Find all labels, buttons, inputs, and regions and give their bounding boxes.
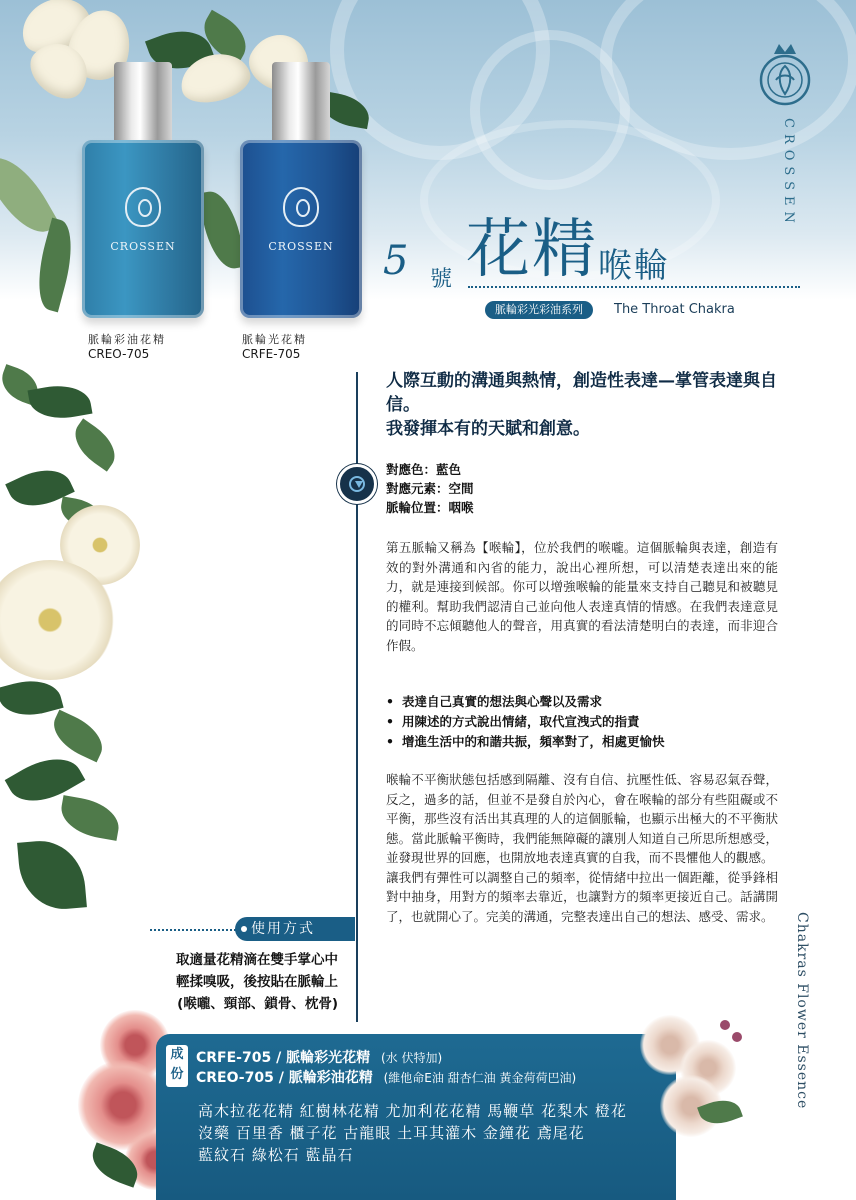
bottle-label-name: 脈輪光花精	[242, 333, 307, 346]
bottle-label-name: 脈輪彩油花精	[88, 333, 166, 346]
berry-icon	[732, 1032, 742, 1042]
bottle-label-creo	[88, 333, 166, 361]
ingredient-note: (維他命E油 甜杏仁油 黃金荷荷巴油)	[383, 1071, 577, 1085]
leaf-decoration	[46, 710, 110, 763]
ingredient-code: CREO-705	[196, 1070, 274, 1086]
list-item: • 表達自己真實的想法與心聲以及需求	[386, 692, 665, 712]
leaf-decoration	[17, 837, 87, 912]
bottle-label-code: CRFE-705	[242, 347, 301, 361]
benefits-list	[386, 692, 665, 752]
bottle-body	[240, 140, 362, 318]
property-element: 對應元素：空間	[386, 481, 474, 496]
leaf-decoration	[0, 673, 64, 723]
page-title: 花精	[466, 213, 598, 287]
ingredient-line	[196, 1047, 442, 1067]
property-color: 對應色：藍色	[386, 462, 462, 477]
bottle-cap	[114, 62, 172, 142]
flower-essence-list: 高木拉花花精 紅樹林花精 尤加利花花精 馬鞭草 花梨木 橙花 沒藥 百里香 櫃子花 古龍眼 土耳其灌木 金鐘花 鳶尾花 藍紋石 綠松石 藍晶石	[198, 1102, 627, 1164]
description-paragraph: 第五脈輪又稱為【喉輪】，位於我們的喉嚨。這個脈輪與表達，創造有效的對外溝通和內省的能力，說出心裡所想，可以清楚表達出來的能力，就是連接到候部。你可以增強喉輪的能量來支持自己聽見和被聽見的權利。幫助我們認清自己並向他人表達真情的情感。在我們表達意見的同時不忘傾聽他人的聲音，用真實的看法清楚明白的表達，而非迎合作假。	[386, 540, 778, 653]
ingredient-line	[196, 1067, 576, 1087]
bottle-brand: CROSSEN	[268, 240, 334, 253]
ingredient-name: / 脈輪彩油花精	[278, 1070, 373, 1086]
title-hao: 號	[430, 267, 453, 292]
brand-vertical-text: CROSSEN	[781, 118, 796, 229]
side-brand-text: Chakras Flower Essence	[794, 912, 810, 1110]
ingredient-code: CRFE-705	[196, 1050, 272, 1066]
bottle-brand: CROSSEN	[110, 240, 176, 253]
ingredient-note: (水 伏特加)	[380, 1051, 443, 1065]
crossen-emblem-icon	[756, 40, 814, 110]
imbalance-paragraph: 喉輪不平衡狀態包括感到隔離、沒有自信、抗壓性低、容易忍氣吞聲，反之，過多的話，但並不是發自於內心，會在喉輪的部分有些阻礙或不平衡，那些沒有活出其真理的人的這個脈輪，也顯示出極大的不平衡狀態。當此脈輪平衡時，我們能無障礙的讓別人知道自己所思所想感受，並發現世界的回應，也開放地表達真實的自我，而不畏懼他人的觀感。 讓我們有彈性可以調整自己的頻率，從情緒中拉出一個距離，從爭鋒相對中抽身，用對方的頻率去靠近，也讓對方的頻率更接近自己。話講開了，也就開心了。完美的溝通，完整表達出自己的想法、感受、需求。	[386, 772, 778, 924]
usage-badge: 使用方式	[235, 917, 355, 941]
list-item: • 用陳述的方式說出情緒，取代宣洩式的指責	[386, 712, 665, 732]
series-badge: 脈輪彩光彩油系列	[485, 301, 593, 319]
title-divider	[468, 286, 800, 288]
list-item: • 增進生活中的和諧共振，頻率對了，相處更愉快	[386, 732, 665, 752]
usage-divider	[150, 929, 240, 931]
bottle-label-code: CREO-705	[88, 347, 150, 361]
ingredients-badge: 成 份	[166, 1045, 188, 1087]
title-number: 5	[383, 238, 409, 284]
throat-chakra-icon	[337, 464, 377, 504]
crest-icon	[283, 187, 319, 227]
bottle-body	[82, 140, 204, 318]
leaf-decoration	[57, 795, 122, 841]
bottle-cap	[272, 62, 330, 142]
bottle-label-crfe	[242, 333, 307, 361]
leaf-decoration	[66, 418, 124, 471]
usage-instructions: 取適量花精滴在雙手掌心中 輕揉嗅吸，後按貼在脈輪上 (喉嚨、頸部、鎖骨、枕骨)	[176, 952, 338, 1012]
property-position: 脈輪位置：咽喉	[386, 500, 474, 515]
page-subtitle: 喉輪	[598, 246, 670, 286]
ingredient-name: / 脈輪彩光花精	[276, 1050, 371, 1066]
headline: 人際互動的溝通與熱情，創造性表達—掌管表達與自信。 我發揮本有的天賦和創意。	[386, 371, 777, 439]
berry-icon	[720, 1020, 730, 1030]
crest-icon	[125, 187, 161, 227]
english-title: The Throat Chakra	[614, 302, 735, 317]
properties-list	[386, 460, 474, 517]
